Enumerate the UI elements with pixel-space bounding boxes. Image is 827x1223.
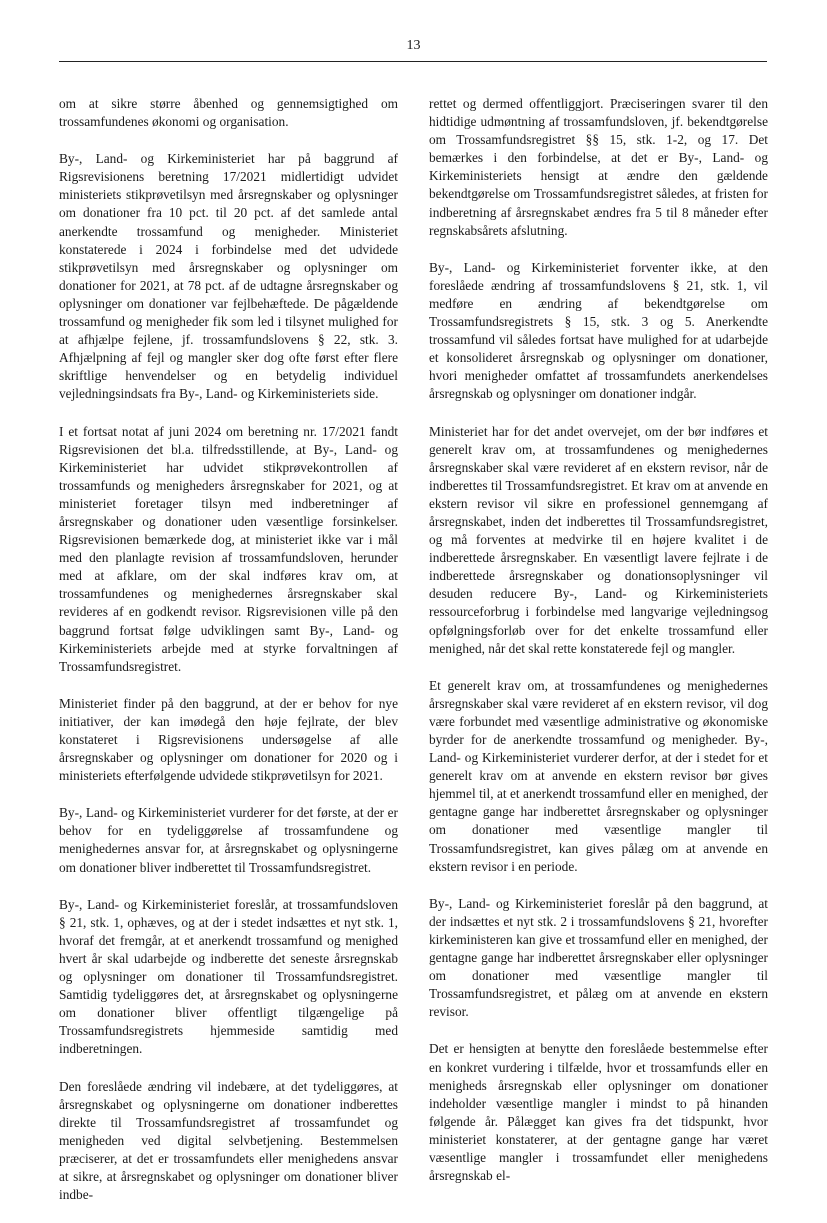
paragraph: rettet og dermed offentliggjort. Præciseringen svarer til den hidtidige udmøntning af trossamfundsloven, jf. bekendtgørelse om Trossamfundsregistret §§ 15, stk. 1-2, og 17. Det bemærkes i den forbindelse, at det er By-, Land- og Kirkeministeriets hensigt at ændre den gældende bekendtgørelse om Trossamfundsregistret således, at fristen for indberetning af årsregnskabet ændres fra 5 til 8 måneder efter regnskabsårets afslutning. bbox=[429, 96, 768, 238]
paragraph: Ministeriet finder på den baggrund, at der er behov for nye initiativer, der kan imødegå den høje fejlrate, der blev konstateret i Rigsrevisionens undersøgelse af alle årsregnskaber og oplysninger om donationer for 2020 og i ministeriets efterfølgende udvidede stikprøvetilsyn for 2021. bbox=[59, 695, 398, 784]
paragraph: om at sikre større åbenhed og gennemsigtighed om trossamfundenes økonomi og organisation. bbox=[59, 96, 398, 130]
header-rule bbox=[59, 61, 767, 62]
paragraph: Ministeriet har for det andet overvejet, om der bør indføres et generelt krav om, at trossamfundenes og menighedernes årsregnskaber skal være revideret af en ekstern revisor, når de indberettes til Trossamfundsregistret. Et krav om at anvende en ekstern revisor vil sikre en professionel gennemgang af årsregnskabet, inden det indberettes til Trossamfundsregistret, og må forventes at medvirke til en højere kvalitet i de indberettede årsregnskaber. En væsentligt lavere fejlrate i de indberettede årsregnskaber og donationsoplysninger vil desuden reducere By-, Land- og Kirkeministeriets ressourceforbrug i forbindelse med langvarige vejledningsog opfølgningsforløb over for det enkelte trossamfund eller menighed, når det skal rette konstaterede fejl og mangler. bbox=[429, 423, 768, 656]
paragraph: By-, Land- og Kirkeministeriet har på baggrund af Rigsrevisionens beretning 17/2021 midlertidigt udvidet ministeriets stikprøvetilsyn med årsregnskaber og oplysninger om donationer fra 10 pct. til 20 pct. af det samlede antal anerkendte trossamfund og menigheder. Ministeriet konstaterede i 2024 i forbindelse med det udvidede stikprøvetilsyn med årsregnskaber og oplysninger om donationer for 2021, at 78 pct. af de udtagne årsregnskaber og oplysninger om donationer var fejlbehæftede. De pågældende trossamfund og menigheder fik som led i tilsynet mulighed for at afhjælpe fejlene, jf. trossamfundslovens § 22, stk. 3. Afhjælpning af fejl og mangler sker dog ofte først efter flere skriftlige henvendelser og en betydelig individuel vejledningsindsats fra By-, Land- og Kirkeministeriets side. bbox=[59, 151, 398, 402]
paragraph: By-, Land- og Kirkeministeriet forventer ikke, at den foreslåede ændring af trossamfundslovens § 21, stk. 1, vil medføre en ændring af bekendtgørelse om Trossamfundsregistrets § 15, stk. 3 og 5. Anerkendte trossamfund vil således fortsat have mulighed for at udarbejde et konsolideret årsregnskab og oplysninger om donationer, hvori menigheder omfattet af trossamfundets anerkendelses årsregnskab og oplysninger om donationer indgår. bbox=[429, 259, 768, 402]
paragraph: Et generelt krav om, at trossamfundenes og menighedernes årsregnskaber skal være revideret af en ekstern revisor, vil dog være forbundet med væsentlige administrative og økonomiske byrder for de anerkendte trossamfund og menigheder. By-, Land- og Kirkeministeriet vurderer derfor, at der i stedet for et generelt krav om at anvende en ekstern revisor bør gives hjemmel til, at et anerkendt trossamfund eller en menighed, der gentagne gange har indberettet årsregnskaber og oplysninger om donationer med væsentlige mangler til Trossamfundsregistret, kan gives pålæg om at anvende en ekstern revisor i en periode. bbox=[429, 677, 768, 874]
paragraph: Det er hensigten at benytte den foreslåede bestemmelse efter en konkret vurdering i tilfælde, hvor et trossamfunds eller en menigheds årsregnskab eller oplysninger om donationer indeholder væsentlige mangler i mindst to på hinanden følgende år. Pålægget kan gives fra det tidspunkt, hvor ministeriet konstaterer, at der gentagne gange har været væsentlige mangler i trossamfundet eller menighedens årsregnskab el- bbox=[429, 1041, 768, 1184]
paragraph: By-, Land- og Kirkeministeriet vurderer for det første, at der er behov for en tydeliggørelse af trossamfundene og menighedernes ansvar for, at årsregnskabet og oplysningerne om donationer bliver indberettet til Trossamfundsregistret. bbox=[59, 805, 398, 875]
paragraph: I et fortsat notat af juni 2024 om beretning nr. 17/2021 fandt Rigsrevisionen det bl.a. tilfredsstillende, at By-, Land- og Kirkeministeriet har udvidet stikprøvekontrollen af trossamfunds og menigheders årsregnskaber for 2021, og at ministeriet foretager tilsyn med indberetninger af årsregnskaber og donationer uden væsentlige forsinkelser. Rigsrevisionen bemærkede dog, at ministeriet ikke var i mål med den planlagte revision af trossamfundsloven, herunder med at afklare, om der skal indføres krav om, at trossamfundenes og menighedernes årsregnskaber skal revideres af en godkendt revisor. Rigsrevisionen ville på den baggrund fortsat følge udviklingen samt By-, Land- og Kirkeministeriets arbejde med at styrke forvaltningen af Trossamfundsregistret. bbox=[59, 423, 398, 674]
left-column bbox=[59, 95, 398, 1223]
paragraph: Den foreslåede ændring vil indebære, at det tydeliggøres, at årsregnskabet og oplysningerne om donationer indberettes direkte til Trossamfundsregistret af trossamfundet og menigheden ved digital selvbetjening. Bestemmelsen præciserer, at det er trossamfundets eller menighedens ansvar at sikre, at årsregnskabet og oplysninger om donationer bliver indbe- bbox=[59, 1078, 398, 1203]
paragraph: By-, Land- og Kirkeministeriet foreslår på den baggrund, at der indsættes et nyt stk. 2 i trossamfundslovens § 21, hvorefter kirkeministeren kan give et trossamfund eller en menighed, der gentagne gange har indberettet årsregnskaber eller oplysninger om donationer med væsentlige mangler til Trossamfundsregistret, et pålæg om at anvende en ekstern revisor. bbox=[429, 895, 768, 1020]
paragraph: By-, Land- og Kirkeministeriet foreslår, at trossamfundsloven § 21, stk. 1, ophæves, og at der i stedet indsættes et nyt stk. 1, hvoraf det fremgår, at et anerkendt trossamfund og menighed hvert år skal udarbejde og indberette det seneste årsregnskab og oplysninger om donationer til Trossamfundsregistret. Samtidig tydeliggøres det, at årsregnskabet og oplysningerne om donationer bliver offentligt tilgængelige på Trossamfundsregistrets hjemmeside samtidig med indberetningen. bbox=[59, 896, 398, 1057]
right-column bbox=[429, 95, 768, 1204]
page-number: 13 bbox=[406, 38, 421, 53]
